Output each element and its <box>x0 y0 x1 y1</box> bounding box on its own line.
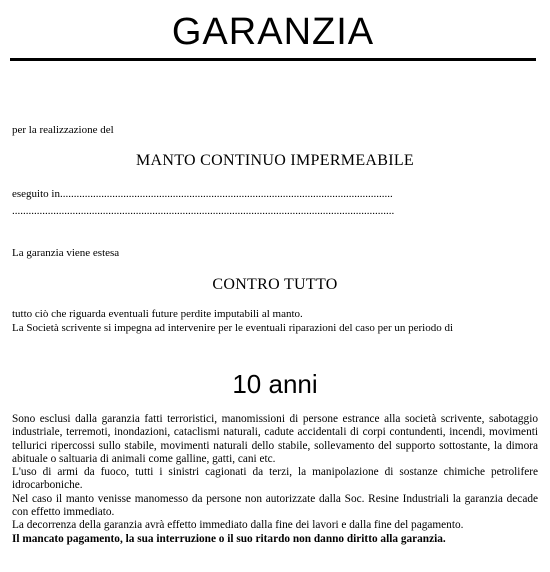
intro-line: per la realizzazione del <box>12 124 114 136</box>
title-box <box>10 4 536 61</box>
exclusions-block <box>12 413 538 546</box>
executed-line <box>12 188 432 201</box>
extended-line: La garanzia viene estesa <box>12 247 120 259</box>
payment-paragraph: Il mancato pagamento, la sua interruzione o il suo ritardo non danno diritto alla garanzia. <box>12 532 446 545</box>
against-heading: CONTRO TUTTO <box>212 276 338 293</box>
executed-dots: ......................................................................................................................... <box>59 188 393 200</box>
product-heading: MANTO CONTINUO IMPERMEABILE <box>135 152 415 169</box>
exclusions-paragraph: Sono esclusi dalla garanzia fatti terroristici, manomissioni di persone estrance alla società scrivente, sabotaggio industriale, terremoti, inondazioni, cataclismi naturali, cadute accidentali di corpi contundenti, incendi, movimenti tellurici ripercossi sullo stabile, movimenti naturali dello stabile, sollevamento del supporto sottostante, la dimora abituale o saltuaria di animali come galline, gatti, cani etc. <box>12 413 538 465</box>
against-description: tutto ciò che riguarda eventuali future perdite imputabili al manto. <box>12 308 303 320</box>
commitment-line: La Società scrivente si impegna ad intervenire per le eventuali riparazioni del caso per un periodo di <box>12 322 454 334</box>
period-heading: 10 anni <box>232 369 318 399</box>
second-dots-line: ........................................................................................................................................... <box>12 205 395 217</box>
tamper-paragraph: Nel caso il manto venisse manomesso da persone non autorizzate dalla Soc. Resine Industriali la garanzia decade con effetto immediato. <box>12 492 538 519</box>
start-paragraph: La decorrenza della garanzia avrà effetto immediato dalla fine dei lavori e dalla fine del pagamento. <box>12 519 464 532</box>
document-title: GARANZIA <box>171 11 375 53</box>
weapons-paragraph: L'uso di armi da fuoco, tutti i sinistri cagionati da terzi, la manipolazione di sostanze chimiche petrolifere idrocarboniche. <box>12 466 538 492</box>
executed-label: eseguito in <box>12 188 60 200</box>
